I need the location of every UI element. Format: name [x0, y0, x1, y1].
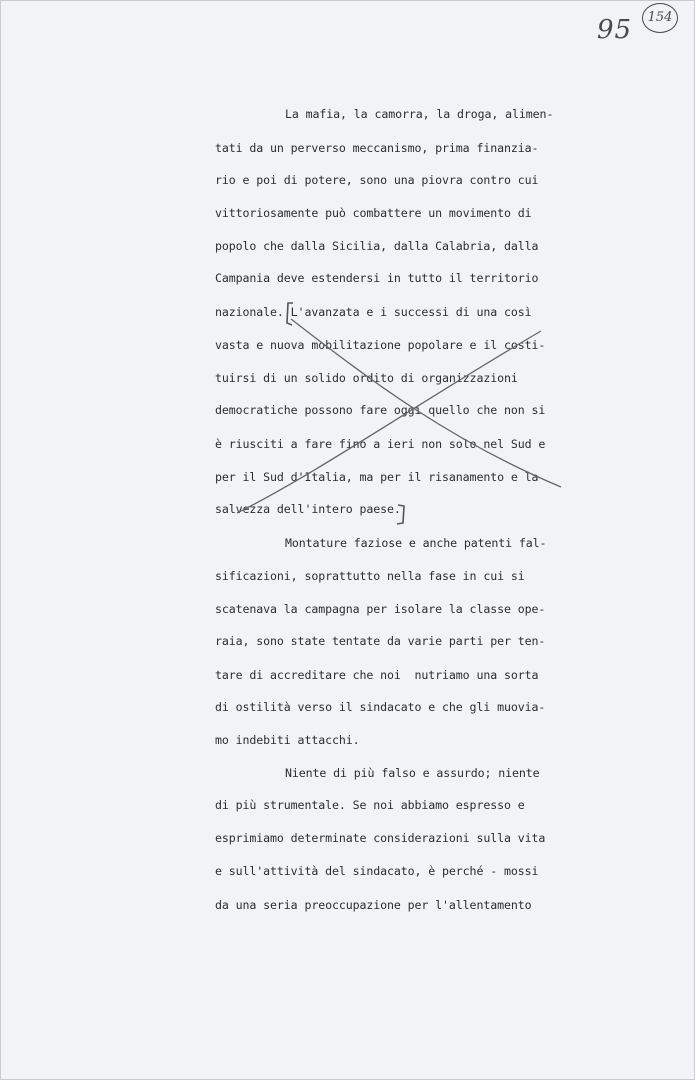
text-line: raia, sono state tentate da varie parti per ten- — [215, 634, 546, 648]
text-line: vasta e nuova mobilitazione popolare e il costi- — [215, 338, 546, 352]
text-line: rio e poi di potere, sono una piovra contro cui — [215, 173, 539, 187]
text-line: tuirsi di un solido ordito di organizzazioni — [215, 371, 518, 385]
text-line: Niente di più falso e assurdo; niente — [285, 766, 540, 780]
text-line: popolo che dalla Sicilia, dalla Calabria, dalla — [215, 239, 539, 253]
handwritten-page-number: 95 — [597, 15, 633, 45]
strike-line-1 — [237, 331, 541, 513]
text-line: La mafia, la camorra, la droga, alimen- — [285, 107, 554, 121]
strike-line-2 — [291, 319, 561, 487]
text-line: e sull'attività del sindacato, è perché - mossi — [215, 864, 539, 878]
text-line: è riusciti a fare fino a ieri non solo nel Sud e — [215, 437, 546, 451]
text-line: per il Sud d'Italia, ma per il risanamento e la — [215, 470, 539, 484]
text-line: tati da un perverso meccanismo, prima finanzia- — [215, 141, 539, 155]
text-line: da una seria preoccupazione per l'allentamento — [215, 898, 532, 912]
open-bracket-mark — [287, 303, 293, 325]
text-line: nazionale. L'avanzata e i successi di una così — [215, 305, 532, 319]
text-line: di più strumentale. Se noi abbiamo espresso e — [215, 798, 525, 812]
text-line: di ostilità verso il sindacato e che gli muovia- — [215, 700, 546, 714]
text-line: sificazioni, soprattutto nella fase in cui si — [215, 569, 525, 583]
text-line: Montature faziose e anche patenti fal- — [285, 536, 547, 550]
handwritten-deletion-marks — [1, 1, 695, 1080]
circled-page-number: 154 — [642, 3, 678, 33]
close-bracket-mark — [397, 505, 404, 524]
text-line: Campania deve estendersi in tutto il territorio — [215, 271, 539, 285]
text-line: esprimiamo determinate considerazioni sulla vita — [215, 831, 546, 845]
text-line: vittoriosamente può combattere un movimento di — [215, 206, 532, 220]
text-line: mo indebiti attacchi. — [215, 733, 360, 747]
text-line: salvezza dell'intero paese. — [215, 502, 401, 516]
text-line: democratiche possono fare oggi quello che non si — [215, 403, 546, 417]
text-line: scatenava la campagna per isolare la classe ope- — [215, 602, 546, 616]
text-line: tare di accreditare che noi nutriamo una sorta — [215, 668, 539, 682]
